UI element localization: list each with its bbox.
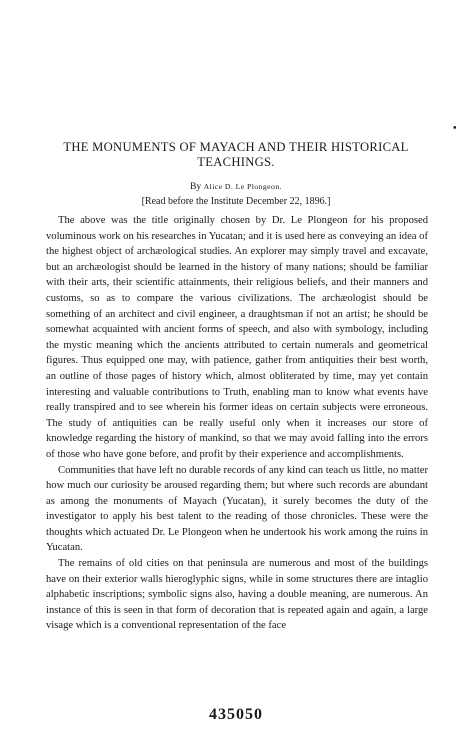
author-name: Alice D. Le Plongeon. xyxy=(203,182,282,191)
title-line-2: TEACHINGS. xyxy=(197,155,275,169)
title-line-1: THE MONUMENTS OF MAYACH AND THEIR HISTORICAL xyxy=(63,140,409,154)
page-mark: • xyxy=(453,123,457,134)
article-title xyxy=(30,140,442,170)
paragraph-1: The above was the title originally chosen by Dr. Le Plongeon for his proposed voluminous work on his researches in Yucatan; and it is used here as conveying an idea of the highest object of archæological studies. An explorer may simply travel and excavate, but an archæologist should be learned in the history of many nations; should be familiar with their arts, their scientific attainments, their religious beliefs, and their manners and customs, so as to compare the various civilizations. The archæologist should be something of an architect and civil engineer, a draughtsman if not an artist; he should be somewhat acquainted with ancient forms of speech, and also with symbology, including the mystic meaning which the ancients attributed to certain numerals and geometrical figures. Thus equipped one may, with patience, gather from antiquities their best worth, an outline of those pages of history which, almost obliterated by time, may yet contain interesting and valuable contributions to Truth, enabling man to know what events have really transpired and to see wherein his former ideas on certain subjects were erroneous. The study of antiquities can be really useful only when it increases our store of knowledge regarding the history of mankind, so that we may avoid falling into the errors of those who have gone before, and profit by their experience and accomplishments. xyxy=(46,215,428,460)
paragraph-2: Communities that have left no durable records of any kind can teach us little, no matter how much our curiosity be aroused regarding them; but where such records are abundant as among the monuments of Mayach (Yucatan), it surely becomes the duty of the investigator to apply his best talent to the reading of those chronicles. These were the thoughts which actuated Dr. Le Plongeon when he undertook his work among the ruins in Yucatan. xyxy=(46,464,428,554)
article-body xyxy=(46,213,428,634)
library-stamp: 435050 xyxy=(209,706,263,723)
paragraph-3: The remains of old cities on that peninsula are numerous and most of the buildings have on their exterior walls hieroglyphic signs, while in some structures there are intaglio alphabetic inscriptions; symbolic signs also, having a double meaning, are numerous. An instance of this is seen in that form of decoration that is repeated again and again, a large visage which is a conventional representation of the face xyxy=(46,558,428,632)
byline-by: By xyxy=(190,181,202,192)
read-note: [Read before the Institute December 22, 1896.] xyxy=(141,196,331,207)
byline xyxy=(30,181,442,192)
